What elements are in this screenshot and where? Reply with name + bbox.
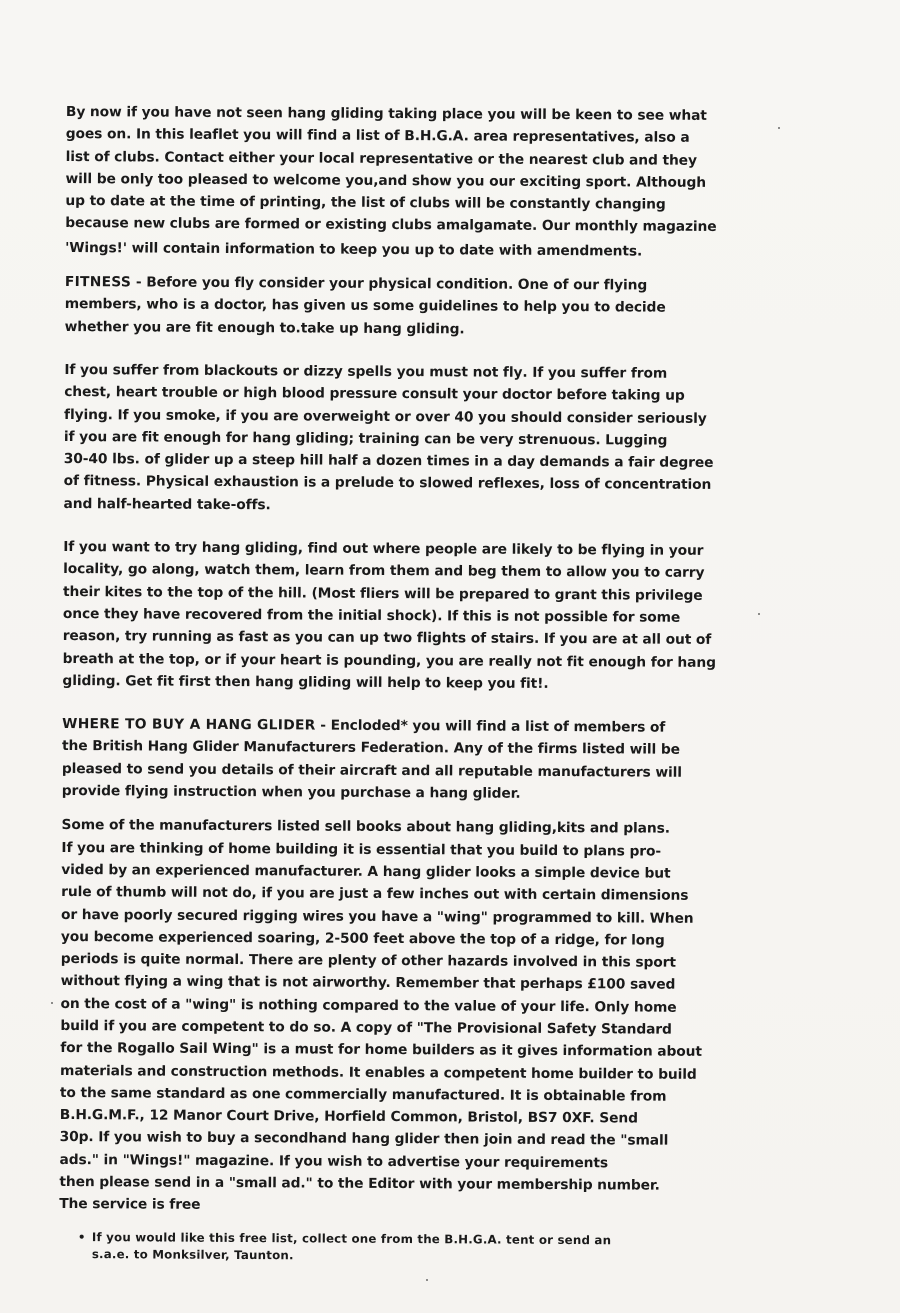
- health-text-end: . If you suffer from: [522, 364, 668, 382]
- paper-speck: [426, 1279, 428, 1281]
- text-line: provide flying instruction when you purchase a hang glider.: [61, 783, 521, 802]
- text-line: Some of the manufacturers listed sell books about hang gliding,kits and plans.: [61, 817, 670, 838]
- text-line: [78, 1246, 718, 1267]
- footnote: [78, 1229, 718, 1267]
- fitness-paragraph: [65, 271, 737, 342]
- footnote-text: If you would like this free list, collect one from the B.H.G.A. tent or send an: [91, 1230, 612, 1248]
- text-line: of fitness. Physical exhaustion is a prelude to slowed reflexes, loss of concentration: [63, 473, 712, 494]
- text-line: reason, try running as fast as you can up two flights of stairs. If you are at all out of: [62, 628, 712, 649]
- text-line: If you are thinking of home building it is essential that you build to plans pro-: [61, 839, 662, 860]
- try-hang-gliding-paragraph: [62, 536, 735, 696]
- text-line: The service is free: [59, 1196, 201, 1214]
- text-line: gliding. Get fit first then hang gliding will help to keep you fit!.: [62, 672, 549, 692]
- text-line: 30p. If you wish to buy a secondhand hang glider then join and read the "small: [59, 1129, 669, 1150]
- intro-paragraph: [65, 101, 738, 263]
- footnote-bullet: •: [77, 1230, 86, 1245]
- where-to-buy-paragraph: [62, 713, 735, 806]
- text-line: list of clubs. Contact either your local representative or the nearest club and they: [65, 148, 697, 169]
- paper-speck: [758, 613, 760, 615]
- paper-speck: [778, 127, 780, 129]
- text-line: vided by an experienced manufacturer. A hang glider looks a simple device but: [61, 861, 671, 882]
- text-line: pleased to send you details of their aircraft and all reputable manufacturers will: [61, 760, 682, 781]
- manufacturers-paragraph: [59, 814, 733, 1219]
- text-line: without flying a wing that is not airworthy. Remember that perhaps £100 saved: [60, 973, 676, 994]
- paper-speck: [51, 1002, 53, 1004]
- must-not-fly-emphasis: must not fly: [429, 364, 523, 381]
- text-line: once they have recovered from the initial shock). If this is not possible for some: [62, 605, 681, 626]
- text-line: because new clubs are formed or existing clubs amalgamate. Our monthly magazine: [65, 215, 717, 236]
- text-line: 'Wings!' will contain information to keep you up to date with amendments.: [65, 239, 643, 260]
- text-line: whether you are fit enough to.take up hang gliding.: [64, 318, 465, 338]
- text-line: to the same standard as one commercially manufactured. It is obtainable from: [59, 1084, 667, 1105]
- text-line: periods is quite normal. There are plenty of other hazards involved in this sport: [60, 951, 676, 971]
- text-line: then please send in a "small ad." to the Editor with your membership number.: [59, 1174, 660, 1194]
- text-line: on the cost of a "wing" is nothing compared to the value of your life. Only home: [60, 995, 677, 1016]
- text-line: breath at the top, or if your heart is pounding, you are really not fit enough for hang: [62, 650, 716, 671]
- text-line: build if you are competent to do so. A copy of "The Provisional Safety Standard: [60, 1017, 672, 1038]
- text-line: goes on. In this leaflet you will find a list of B.H.G.A. area representatives, also a: [65, 126, 690, 147]
- text-line: the British Hang Glider Manufacturers Federation. Any of the firms listed will be: [62, 738, 680, 759]
- text-line: materials and construction methods. It enables a competent home builder to build: [60, 1062, 697, 1083]
- text-line: up to date at the time of printing, the list of clubs will be constantly changing: [65, 193, 666, 213]
- text-line: you become experienced soaring, 2-500 feet above the top of a ridge, for long: [60, 928, 665, 949]
- text-line: ads." in "Wings!" magazine. If you wish to advertise your requirements: [59, 1151, 609, 1172]
- text-line: B.H.G.M.F., 12 Manor Court Drive, Horfield Common, Bristol, BS7 0XF. Send: [59, 1107, 638, 1127]
- health-text-start: If you suffer from blackouts or dizzy spells you: [64, 361, 430, 381]
- text-line: for the Rogallo Sail Wing" is a must for home builders as it gives information about: [60, 1040, 702, 1061]
- fitness-heading: FITNESS: [64, 274, 132, 291]
- text-line: locality, go along, watch them, learn from them and beg them to allow you to carry: [63, 561, 705, 582]
- text-line: 30-40 lbs. of glider up a steep hill half a dozen times in a day demands a fair degree: [63, 451, 714, 472]
- document-body: [59, 101, 738, 1220]
- text-line: or have poorly secured rigging wires you have a "wing" programmed to kill. When: [60, 906, 694, 927]
- text-line: If you want to try hang gliding, find out where people are likely to be flying in your: [63, 539, 704, 559]
- fitness-intro-text: - Before you fly consider your physical condition. One of our flying: [131, 274, 648, 294]
- text-line: if you are fit enough for hang gliding; training can be very strenuous. Lugging: [63, 428, 668, 449]
- text-line: members, who is a doctor, has given us some guidelines to help you to decide: [64, 296, 666, 317]
- text-line: and half-hearted take-offs.: [63, 495, 271, 514]
- text-line: their kites to the top of the hill. (Most fliers will be prepared to grant this privilege: [62, 583, 703, 604]
- text-line: will be only too pleased to welcome you,and show you our exciting sport. Although: [65, 170, 707, 191]
- where-to-buy-intro-text: - Encloded* you will find a list of members of: [315, 717, 666, 736]
- text-line: chest, heart trouble or high blood pressure consult your doctor before taking up: [64, 384, 685, 405]
- footnote-text: s.a.e. to Monksilver, Taunton.: [91, 1247, 294, 1263]
- text-line: By now if you have not seen hang gliding taking place you will be keen to see what: [65, 103, 707, 124]
- where-to-buy-heading: WHERE TO BUY A HANG GLIDER: [62, 716, 316, 734]
- text-line: rule of thumb will not do, if you are just a few inches out with certain dimensions: [61, 884, 689, 905]
- health-paragraph: [63, 359, 736, 519]
- text-line: flying. If you smoke, if you are overweight or over 40 you should consider seriously: [64, 406, 707, 427]
